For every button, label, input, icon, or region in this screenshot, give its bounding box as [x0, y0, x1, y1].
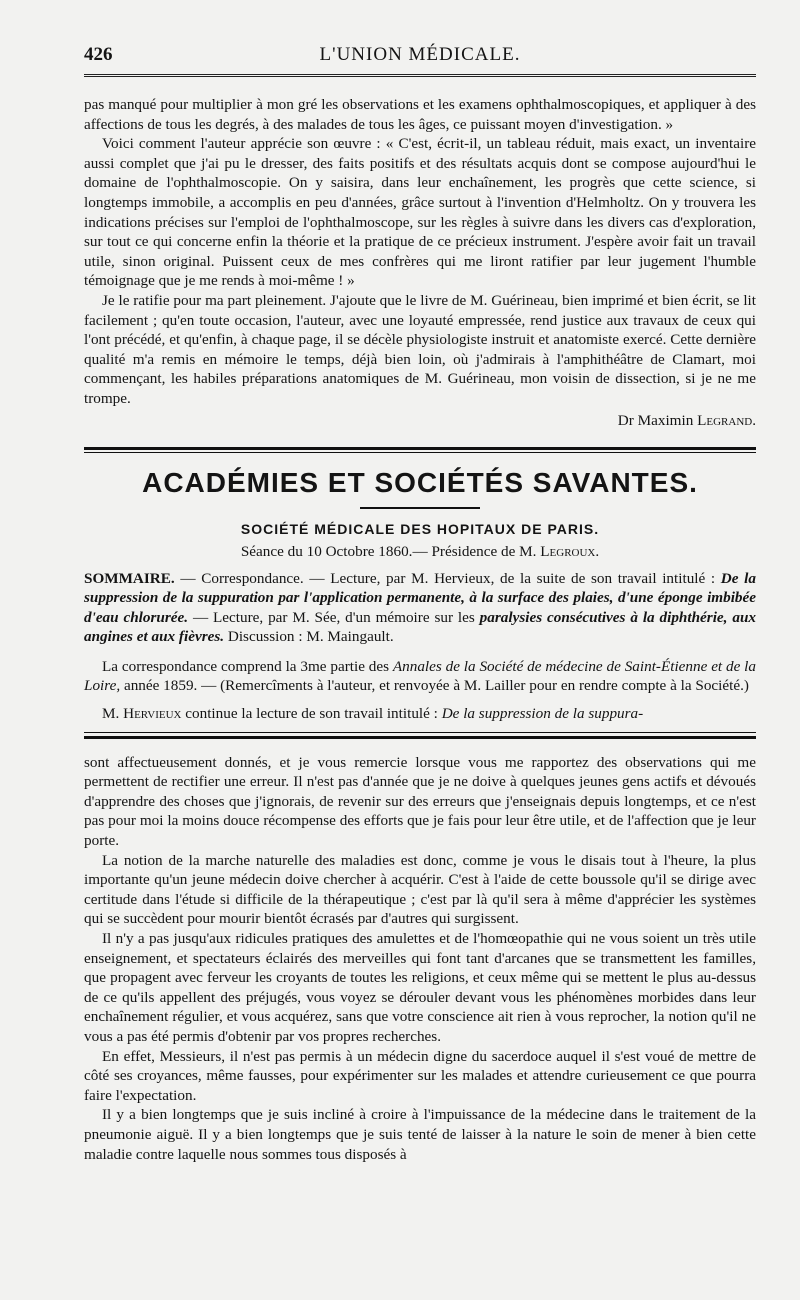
feuilleton-text — [84, 753, 756, 1164]
title-rule — [360, 507, 480, 509]
society-name: SOCIÉTÉ MÉDICALE DES HOPITAUX DE PARIS. — [240, 520, 600, 537]
session-line — [84, 543, 756, 561]
text-run: année 1859. — (Remercîments à l'auteur, et renvoyée à M. Lailler pour en rendre compte à la Société.) — [120, 677, 749, 695]
text-run: M. — [102, 705, 124, 723]
paragraph: La notion de la marche naturelle des maladies est donc, comme je vous le disais tout à l'heure, la plus importante qu'un jeune médecin doive chercher à acquérir. C'est à l'aide de cette boussole qu'il se dirige avec certitude dans l'étude si difficile de la thérapeutique ; c'est par là qu'il sera à même d'apprécier les systèmes qui se succèdent pour mourir bientôt écrasés par d'autres qui surgissent. — [84, 851, 756, 928]
sommaire-title: paralysies consécutives à la diphthérie, aux angines et aux fièvres. — [84, 608, 756, 646]
sommaire — [84, 569, 756, 647]
correspondance-paragraph — [84, 657, 756, 696]
paragraph: En effet, Messieurs, il n'est pas permis à un médecin digne du sacerdoce auquel il s'est voué de mettre de côté ses croyances, même fausses, pour expérimenter sur les malades et attendre curieusement ce que pourra faire l'expectation. — [84, 1047, 756, 1104]
journal-title: Annales de la Société de médecine de Saint-Étienne et de la Loire, — [84, 657, 756, 695]
page-number: 426 — [84, 44, 113, 65]
signature-name: Legrand. — [697, 411, 756, 429]
section-title: ACADÉMIES ET SOCIÉTÉS SAVANTES. — [142, 466, 698, 498]
work-title: De la suppression de la suppura- — [441, 705, 644, 723]
paragraph: Voici comment l'auteur apprécie son œuvre : « C'est, écrit-il, un tableau réduit, mais exact, un inventaire aussi complet que j'ai pu le dresser, des faits positifs et des résultats acquis dont se compose aujourd'hui le domaine de l'ophthalmoscopie. On y saisira, dans leur enchaînement, les progrès que cette science, si longtemps immobile, a accomplis en peu d'années, grâce surtout à l'invention d'Helmholtz. On y trouvera les indications précises sur l'emploi de l'ophthalmoscope, sur les règles à suivre dans les divers cas d'exploration, sur tout ce qui concerne enfin la théorie et la pratique de ce précieux instrument. J'espère avoir fait un travail utile, sinon original. Puissent ceux de mes confrères qui me liront ratifier par leur jugement l'humble témoignage que je me rends à moi-même ! » — [84, 135, 756, 290]
session-text — [84, 657, 756, 724]
paragraph: Il y a bien longtemps que je suis incliné à croire à l'impuissance de la médecine dans le traitement de la pneumonie aiguë. Il y a bien longtemps que je suis tenté de laisser à la nature le soin de mener à bien cette maladie contre laquelle nous sommes tous disposés à — [84, 1106, 756, 1163]
paragraph: pas manqué pour multiplier à mon gré les observations et les examens ophthalmoscopiques, et appliquer à des affections de tous les degrés, à des malades de tous les âges, ce puissant moyen d'investigation. » — [84, 96, 756, 133]
text-run: continue la lecture de son travail intitulé : — [181, 705, 442, 723]
feuilleton-divider — [84, 732, 756, 739]
review-text — [84, 95, 756, 431]
sommaire-title: De la suppression de la suppuration par l'application permanente, à la surface des plaies, d'une éponge imbibée d'eau chlorurée. — [84, 569, 756, 626]
sommaire-text: Discussion : M. Maingault. — [224, 628, 394, 646]
paragraph: Il n'y a pas jusqu'aux ridicules pratiques des amulettes et de l'homœopathie qui ne vous soient un très utile enseignement, et spectateurs éclairés des merveilles qui font tant d'arcanes que se transmettent les familles, que propagent avec ferveur les croyants de toutes les religions, et ceux même qui se mettent le plus au-dessus de ce qu'ils appellent des préjugés, vous voyez se dérouler devant vous les phénomènes morbides dans leur enchaînement régulier, et vous acquérez, sans que votre conscience ait rien à vous reprocher, la notion qu'il ne vous a pas été permis d'obtenir par vos propres recherches. — [84, 930, 756, 1045]
text-run: La correspondance comprend la 3me partie des — [102, 657, 393, 675]
signature — [84, 411, 756, 431]
paragraph: Je le ratifie pour ma part pleinement. J'ajoute que le livre de M. Guérineau, bien imprimé et bien écrit, se lit facilement ; qu'en toute occasion, l'auteur, avec une loyauté empressée, rend justice aux travaux de ceux qui l'ont précédé, et qu'enfin, à chaque page, il se décèle physiologiste instruit et anatomiste exercé. Cette dernière qualité m'a remis en mémoire le temps, déjà bien loin, où j'admirais à l'amphithéâtre de Clamart, moi commençant, les habiles préparations anatomiques de M. Guérineau, mon voisin de dissection, si je ne me trompe. — [84, 291, 756, 407]
signature-prefix: Dr Maximin — [617, 411, 698, 429]
lecture-paragraph — [84, 704, 756, 724]
running-title: L'UNION MÉDICALE. — [319, 44, 521, 65]
sommaire-text: — Lecture, par M. Sée, d'un mémoire sur les — [188, 608, 480, 626]
section-divider — [84, 447, 756, 453]
speaker-name: Hervieux — [123, 705, 182, 723]
paragraph: sont affectueusement donnés, et je vous remercie lorsque vous me rapportez des observations qui me permettent de rectifier une erreur. Il n'est pas d'année que je ne doive à quelques jeunes gens actifs et dévoués d'apprendre des choses que j'ignorais, de revenir sur des erreurs que j'enseignais depuis longtemps, et ce n'est pas pour moi la moins douce récompense des efforts que je fais pour leur être utile, et de l'affection que je leur porte. — [84, 753, 756, 850]
sommaire-text: — Correspondance. — Lecture, par M. Hervieux, de la suite de son travail intitulé : — [174, 569, 721, 587]
session-prefix: Séance du 10 Octobre 1860.— Présidence de M. — [240, 542, 541, 560]
sommaire-label: SOMMAIRE. — [84, 569, 175, 587]
session-president: Legroux. — [540, 542, 600, 560]
page-header — [84, 40, 756, 77]
